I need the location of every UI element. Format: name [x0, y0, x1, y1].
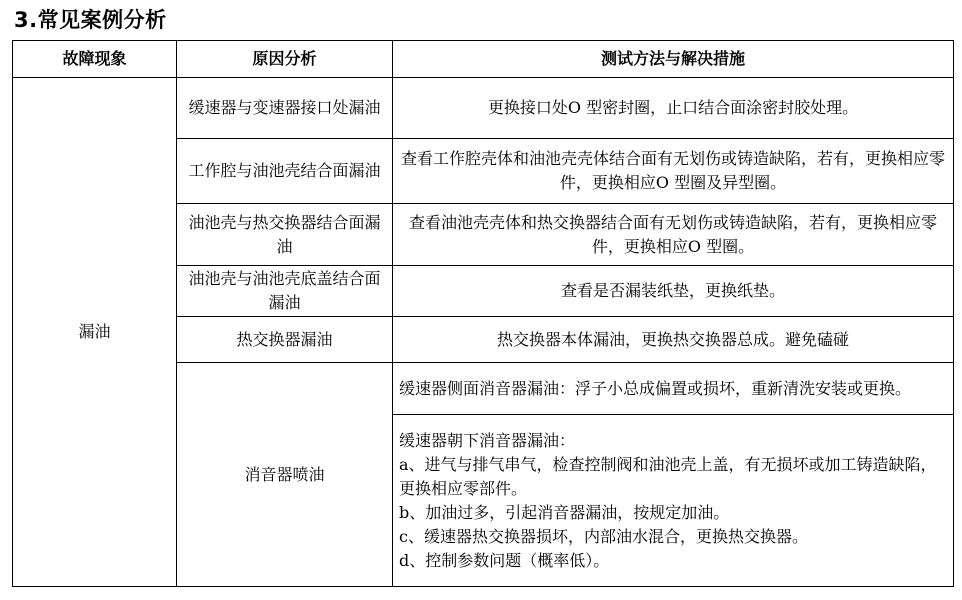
list-item: d、控制参数问题（概率低）。: [399, 550, 610, 570]
symptom-cell: 漏油: [13, 78, 177, 587]
header-cause: 原因分析: [177, 41, 393, 78]
cause-cell: 油池壳与油池壳底盖结合面漏油: [177, 266, 393, 317]
solution-cell: 热交换器本体漏油，更换热交换器总成。避免磕碰: [393, 317, 954, 363]
cause-cell: 热交换器漏油: [177, 317, 393, 363]
header-symptom: 故障现象: [13, 41, 177, 78]
solution-cell: 查看是否漏装纸垫，更换纸垫。: [393, 266, 954, 317]
down-muffler-title: 缓速器朝下消音器漏油：: [399, 430, 576, 450]
list-item: c、缓速器热交换器损坏，内部油水混合，更换热交换器。: [399, 526, 808, 546]
solution-cell: 更换接口处O 型密封圈，止口结合面涂密封胶处理。: [393, 78, 954, 139]
table-header-row: [13, 41, 954, 78]
section-heading: 3.常见案例分析: [14, 8, 167, 32]
solution-cell-down-muffler: [393, 415, 954, 587]
solution-cell: 查看油池壳壳体和热交换器结合面有无划伤或铸造缺陷，若有，更换相应零件，更换相应O 型圈。: [393, 204, 954, 266]
header-solution: 测试方法与解决措施: [393, 41, 954, 78]
cause-cell: 缓速器与变速器接口处漏油: [177, 78, 393, 139]
list-item: a、进气与排气串气，检查控制阀和油池壳上盖，有无损坏或加工铸造缺陷，更换相应零部件。: [399, 454, 937, 498]
case-analysis-table: [12, 40, 954, 587]
cause-cell: 工作腔与油池壳结合面漏油: [177, 139, 393, 204]
solution-cell-side-muffler: 缓速器侧面消音器漏油：浮子小总成偏置或损坏，重新清洗安装或更换。: [393, 363, 954, 415]
solution-cell: 查看工作腔壳体和油池壳壳体结合面有无划伤或铸造缺陷，若有，更换相应零件，更换相应O 型圈及异型圈。: [393, 139, 954, 204]
list-item: b、加油过多，引起消音器漏油，按规定加油。: [399, 502, 730, 522]
table-row: [13, 78, 954, 139]
cause-cell: 油池壳与热交换器结合面漏油: [177, 204, 393, 266]
cause-cell: 消音器喷油: [177, 363, 393, 587]
